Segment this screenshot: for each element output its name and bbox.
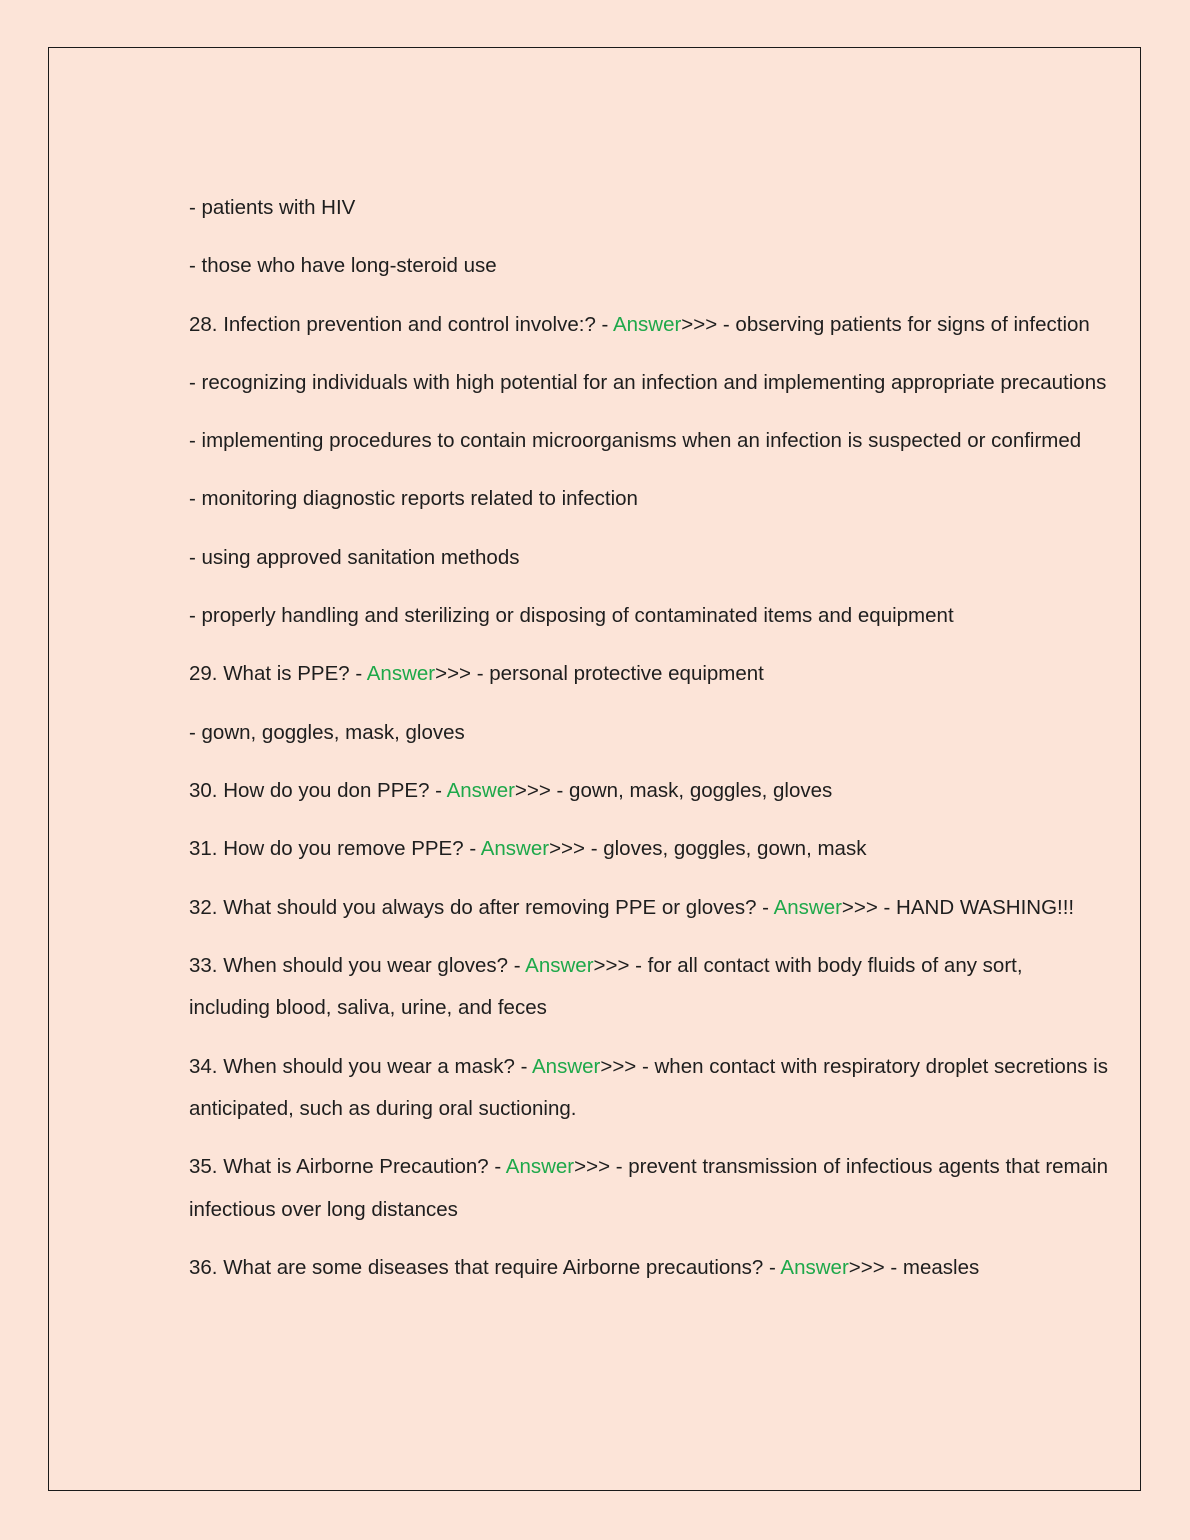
answer-text: >>> - when contact with respiratory droplet secretions is anticipated, such as during oral suctioning. xyxy=(189,1054,1108,1121)
question-32 xyxy=(189,887,1109,930)
question-34 xyxy=(189,1046,1109,1131)
bullet-line: - those who have long-steroid use xyxy=(189,254,497,278)
answer-text: >>> - for all contact with body fluids of any sort, including blood, saliva, urine, and feces xyxy=(189,953,1023,1020)
bullet-line: - gown, goggles, mask, gloves xyxy=(189,720,465,744)
question-35 xyxy=(189,1146,1109,1231)
answer-label: Answer xyxy=(366,662,436,686)
bullet-line: - monitoring diagnostic reports related to infection xyxy=(189,487,638,511)
question-29 xyxy=(189,653,1109,696)
bullet-line: - implementing procedures to contain microorganisms when an infection is suspected or confirmed xyxy=(189,429,1082,453)
bullet-line: - using approved sanitation methods xyxy=(189,545,520,569)
question-36 xyxy=(189,1247,1109,1290)
bullet-line: - patients with HIV xyxy=(189,196,356,219)
question-text: 33. When should you wear gloves? - xyxy=(189,953,526,977)
answer-text: >>> - personal protective equipment xyxy=(435,662,764,686)
question-text: 28. Infection prevention and control involve:? - xyxy=(189,312,613,336)
question-text: 32. What should you always do after removing PPE or gloves? - xyxy=(189,895,774,919)
page-frame xyxy=(48,47,1141,1491)
question-text: 35. What is Airborne Precaution? - xyxy=(189,1155,506,1179)
bullet-line: - properly handling and sterilizing or disposing of contaminated items and equipment xyxy=(189,604,954,628)
question-text: 34. When should you wear a mask? - xyxy=(189,1054,532,1078)
question-text: 29. What is PPE? - xyxy=(189,662,367,686)
question-28 xyxy=(189,304,1109,347)
answer-label: Answer xyxy=(505,1155,575,1179)
bullet-line: - recognizing individuals with high potential for an infection and implementing appropriate precautions xyxy=(189,370,1107,394)
answer-text: >>> - observing patients for signs of infection xyxy=(681,312,1090,336)
question-text: 36. What are some diseases that require Airborne precautions? - xyxy=(189,1256,781,1280)
question-33 xyxy=(189,945,1109,1030)
answer-label: Answer xyxy=(780,1256,849,1280)
answer-label: Answer xyxy=(773,895,842,919)
answer-label: Answer xyxy=(612,312,682,336)
question-30 xyxy=(189,770,1109,813)
question-text: 31. How do you remove PPE? - xyxy=(189,837,481,861)
answer-text: >>> - gloves, goggles, gown, mask xyxy=(549,837,867,861)
answer-label: Answer xyxy=(480,837,550,861)
answer-label: Answer xyxy=(446,778,515,802)
answer-text: >>> - gown, mask, goggles, gloves xyxy=(514,778,833,802)
answer-text: >>> - HAND WASHING!!! xyxy=(841,895,1075,919)
answer-label: Answer xyxy=(525,953,594,977)
question-text: 30. How do you don PPE? - xyxy=(189,778,447,802)
answer-label: Answer xyxy=(532,1054,601,1078)
answer-text: >>> - measles xyxy=(848,1256,980,1280)
page-content xyxy=(189,187,1109,1306)
answer-text: >>> - prevent transmission of infectious agents that remain infectious over long distances xyxy=(189,1155,1108,1221)
question-31 xyxy=(189,828,1109,871)
